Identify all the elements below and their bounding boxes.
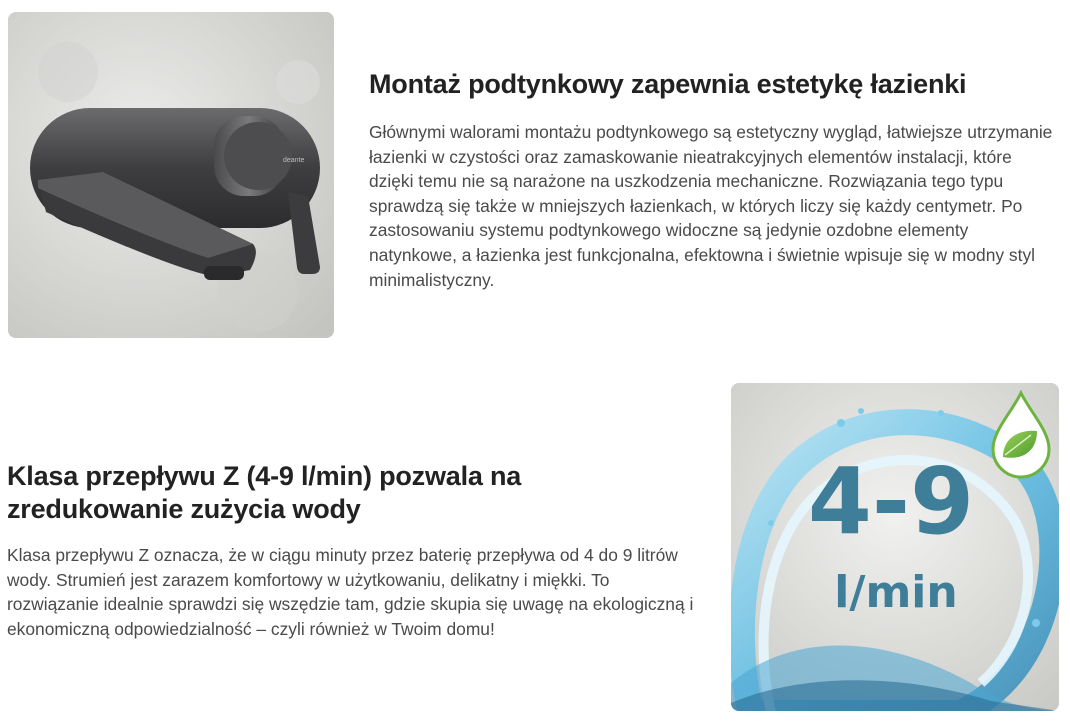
section1-body: Głównymi walorami montażu podtynkowego są estetyczny wygląd, łatwiejsze utrzymanie łazienki w czystości oraz zamaskowanie nieatrakcyjnych elementów instalacji, które dzięki temu nie są narażone na uszkodzenia mechaniczne. Rozwiązania tego typu sprawdzą się także w mniejszych łazienkach, w których liczy się każdy centymetr. Po zastosowaniu systemu podtynkowego widoczne są jedynie ozdobne elementy natynkowe, a łazienka jest funkcjonalna, efektowna i świetnie wpisuje się w modny styl minimalistyczny. (369, 122, 1053, 290)
water-splash-image (731, 383, 1059, 711)
brand-logo: deante (283, 157, 305, 164)
flow-range-text: 4-9 (807, 448, 975, 555)
section1-title: Montaż podtynkowy zapewnia estetykę łazienki (369, 69, 967, 99)
section2-body: Klasa przepływu Z oznacza, że w ciągu minuty przez baterię przepływa od 4 do 9 litrów wody. Strumień jest zarazem komfortowy w użytkowaniu, delikatny i miękki. To rozwiązanie idealnie sprawdzi się wszędzie tam, gdzie skupia się uwagę na ekologiczną i ekonomiczną odpowiedzialność – czyli również w Twoim domu! (7, 545, 694, 639)
flow-unit-text: l/min (834, 567, 958, 618)
faucet-image (8, 12, 334, 338)
section2-title: Klasa przepływu Z (4-9 l/min) pozwala na zredukowanie zużycia wody (7, 461, 522, 524)
